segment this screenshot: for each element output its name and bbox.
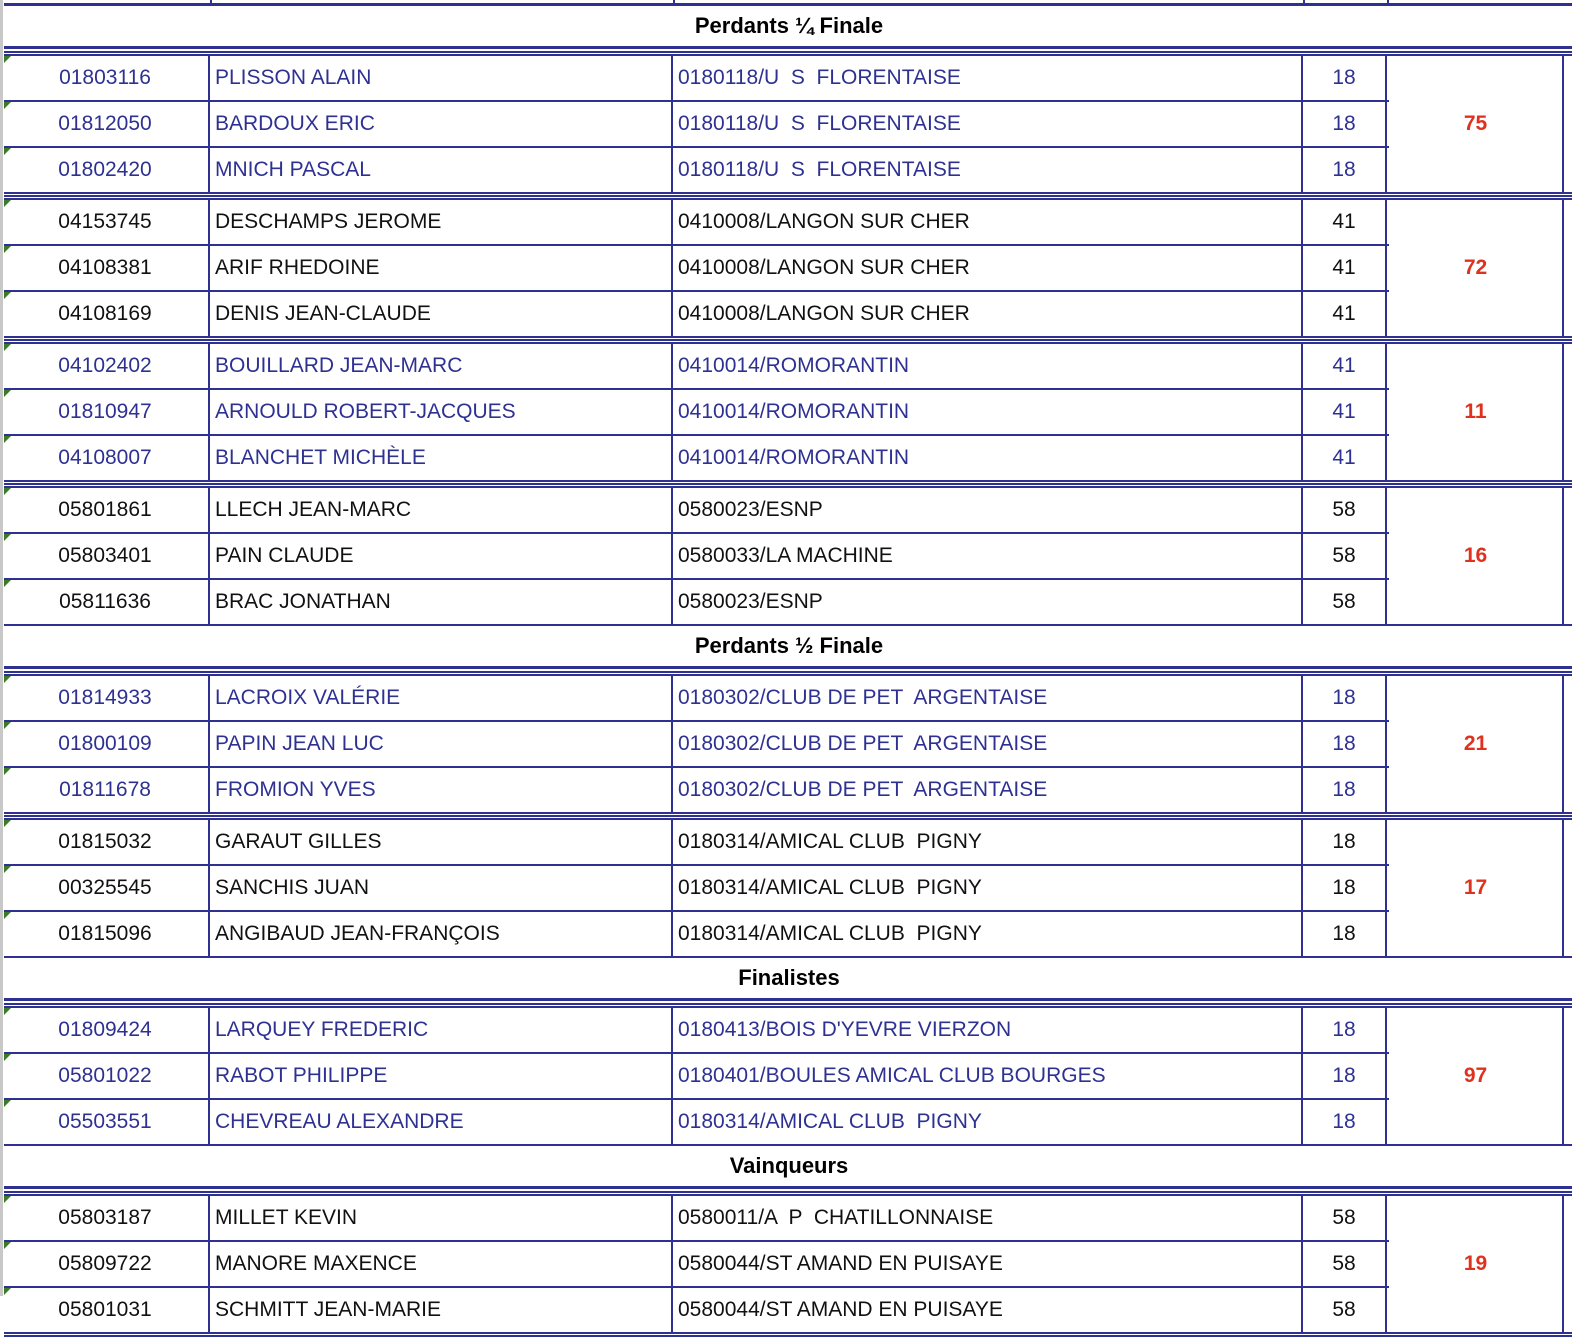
licence-cell[interactable]: 01809424 [4,1008,210,1052]
department-cell[interactable]: 41 [1303,436,1387,480]
department-cell[interactable]: 41 [1303,200,1387,244]
cell-comment-marker-icon [4,246,11,253]
player-row[interactable] [4,1196,1389,1242]
section-title: Perdants ½ Finale [4,626,1572,669]
player-name-cell[interactable]: DENIS JEAN-CLAUDE [210,292,673,336]
player-row[interactable] [4,200,1389,246]
department-cell[interactable]: 18 [1303,912,1387,956]
team-players [4,676,1389,812]
licence-cell[interactable]: 04102402 [4,344,210,388]
cell-comment-marker-icon [4,148,11,155]
player-name-cell[interactable]: LLECH JEAN-MARC [210,488,673,532]
team-block [4,674,1572,814]
cell-comment-marker-icon [4,912,11,919]
player-row[interactable] [4,676,1389,722]
club-cell[interactable]: 0580011/A P CHATILLONNAISE [673,1196,1303,1240]
club-cell[interactable]: 0180302/CLUB DE PET ARGENTAISE [673,722,1303,766]
player-row[interactable] [4,820,1389,866]
department-cell[interactable]: 58 [1303,1288,1387,1332]
cell-comment-marker-icon [4,292,11,299]
club-cell[interactable]: 0180118/U S FLORENTAISE [673,56,1303,100]
department-cell[interactable]: 18 [1303,820,1387,864]
cell-comment-marker-icon [4,768,11,775]
club-cell[interactable]: 0410014/ROMORANTIN [673,344,1303,388]
licence-cell[interactable]: 05801022 [4,1054,210,1098]
team-score-cell[interactable]: 21 [1389,676,1564,812]
player-row[interactable] [4,1242,1389,1288]
licence-cell[interactable]: 01815032 [4,820,210,864]
results-section [4,6,1572,626]
sheet-left-edge [0,0,3,1296]
cell-comment-marker-icon [4,436,11,443]
club-cell[interactable]: 0180314/AMICAL CLUB PIGNY [673,820,1303,864]
results-sheet [4,0,1572,1334]
cell-comment-marker-icon [4,534,11,541]
team-score-cell[interactable]: 75 [1389,56,1564,192]
licence-cell[interactable]: 01812050 [4,102,210,146]
player-row[interactable] [4,56,1389,102]
department-cell[interactable]: 18 [1303,148,1387,192]
player-name-cell[interactable]: SCHMITT JEAN-MARIE [210,1288,673,1332]
cell-comment-marker-icon [4,488,11,495]
cell-comment-marker-icon [4,1100,11,1107]
cell-comment-marker-icon [4,1008,11,1015]
player-name-cell[interactable]: LARQUEY FREDERIC [210,1008,673,1052]
results-section [4,626,1572,958]
department-cell[interactable]: 41 [1303,246,1387,290]
licence-cell[interactable]: 05803401 [4,534,210,578]
player-name-cell[interactable]: MILLET KEVIN [210,1196,673,1240]
team-score-cell[interactable]: 16 [1389,488,1564,624]
club-cell[interactable]: 0180314/AMICAL CLUB PIGNY [673,866,1303,910]
department-cell[interactable]: 58 [1303,1196,1387,1240]
cell-comment-marker-icon [4,580,11,587]
player-name-cell[interactable]: MNICH PASCAL [210,148,673,192]
team-players [4,820,1389,956]
player-name-cell[interactable]: PAPIN JEAN LUC [210,722,673,766]
cell-comment-marker-icon [4,866,11,873]
licence-cell[interactable]: 05503551 [4,1100,210,1144]
licence-cell[interactable]: 04108007 [4,436,210,480]
department-cell[interactable]: 18 [1303,56,1387,100]
team-block [4,486,1572,626]
cell-comment-marker-icon [4,676,11,683]
results-section [4,1146,1572,1334]
player-name-cell[interactable]: GARAUT GILLES [210,820,673,864]
team-players [4,488,1389,624]
club-cell[interactable]: 0180118/U S FLORENTAISE [673,148,1303,192]
player-row[interactable] [4,866,1389,912]
department-cell[interactable]: 58 [1303,1242,1387,1286]
department-cell[interactable]: 18 [1303,768,1387,812]
player-row[interactable] [4,436,1389,480]
team-block [4,198,1572,338]
club-cell[interactable]: 0410014/ROMORANTIN [673,390,1303,434]
licence-cell[interactable]: 01814933 [4,676,210,720]
department-cell[interactable]: 18 [1303,1054,1387,1098]
team-block [4,1194,1572,1334]
cell-comment-marker-icon [4,1242,11,1249]
licence-cell[interactable]: 04108381 [4,246,210,290]
player-name-cell[interactable]: ARNOULD ROBERT-JACQUES [210,390,673,434]
player-row[interactable] [4,768,1389,812]
club-cell[interactable]: 0180413/BOIS D'YEVRE VIERZON [673,1008,1303,1052]
club-cell[interactable]: 0180302/CLUB DE PET ARGENTAISE [673,768,1303,812]
cell-comment-marker-icon [4,200,11,207]
team-score-cell[interactable]: 17 [1389,820,1564,956]
player-row[interactable] [4,390,1389,436]
department-cell[interactable]: 18 [1303,676,1387,720]
section-title: Vainqueurs [4,1146,1572,1189]
team-players [4,200,1389,336]
player-name-cell[interactable]: CHEVREAU ALEXANDRE [210,1100,673,1144]
player-row[interactable] [4,488,1389,534]
department-cell[interactable]: 41 [1303,390,1387,434]
player-name-cell[interactable]: LACROIX VALÉRIE [210,676,673,720]
team-players [4,344,1389,480]
licence-cell[interactable]: 04108169 [4,292,210,336]
team-players [4,1008,1389,1144]
player-name-cell[interactable]: DESCHAMPS JEROME [210,200,673,244]
department-cell[interactable]: 18 [1303,866,1387,910]
player-name-cell[interactable]: SANCHIS JUAN [210,866,673,910]
section-title: Finalistes [4,958,1572,1001]
player-row[interactable] [4,580,1389,624]
club-cell[interactable]: 0180314/AMICAL CLUB PIGNY [673,1100,1303,1144]
department-cell[interactable]: 58 [1303,580,1387,624]
player-row[interactable] [4,1054,1389,1100]
player-name-cell[interactable]: PAIN CLAUDE [210,534,673,578]
department-cell[interactable]: 41 [1303,292,1387,336]
licence-cell[interactable]: 00325545 [4,866,210,910]
cell-comment-marker-icon [4,722,11,729]
team-score-cell[interactable]: 11 [1389,344,1564,480]
licence-cell[interactable]: 01811678 [4,768,210,812]
club-cell[interactable]: 0410014/ROMORANTIN [673,436,1303,480]
licence-cell[interactable]: 05801031 [4,1288,210,1332]
team-block [4,1006,1572,1146]
player-row[interactable] [4,292,1389,336]
licence-cell[interactable]: 05803187 [4,1196,210,1240]
team-block [4,818,1572,958]
licence-cell[interactable]: 01810947 [4,390,210,434]
club-cell[interactable]: 0410008/LANGON SUR CHER [673,246,1303,290]
results-section [4,958,1572,1146]
cell-comment-marker-icon [4,56,11,63]
player-row[interactable] [4,102,1389,148]
player-name-cell[interactable]: FROMION YVES [210,768,673,812]
club-cell[interactable]: 0580044/ST AMAND EN PUISAYE [673,1288,1303,1332]
department-cell[interactable]: 18 [1303,1008,1387,1052]
club-cell[interactable]: 0580023/ESNP [673,580,1303,624]
cell-comment-marker-icon [4,390,11,397]
cell-comment-marker-icon [4,1288,11,1295]
cell-comment-marker-icon [4,1054,11,1061]
player-row[interactable] [4,344,1389,390]
player-name-cell[interactable]: PLISSON ALAIN [210,56,673,100]
player-row[interactable] [4,1288,1389,1332]
team-score-cell[interactable]: 19 [1389,1196,1564,1332]
licence-cell[interactable]: 05811636 [4,580,210,624]
player-row[interactable] [4,1008,1389,1054]
player-row[interactable] [4,1100,1389,1144]
player-row[interactable] [4,534,1389,580]
player-row[interactable] [4,912,1389,956]
department-cell[interactable]: 58 [1303,534,1387,578]
player-name-cell[interactable]: BLANCHET MICHÈLE [210,436,673,480]
cell-comment-marker-icon [4,102,11,109]
club-cell[interactable]: 0580044/ST AMAND EN PUISAYE [673,1242,1303,1286]
team-block [4,342,1572,482]
cell-comment-marker-icon [4,820,11,827]
club-cell[interactable]: 0580023/ESNP [673,488,1303,532]
cell-comment-marker-icon [4,1196,11,1203]
player-name-cell[interactable]: BRAC JONATHAN [210,580,673,624]
department-cell[interactable]: 41 [1303,344,1387,388]
club-cell[interactable]: 0180118/U S FLORENTAISE [673,102,1303,146]
player-name-cell[interactable]: ANGIBAUD JEAN-FRANÇOIS [210,912,673,956]
club-cell[interactable]: 0580033/LA MACHINE [673,534,1303,578]
player-name-cell[interactable]: RABOT PHILIPPE [210,1054,673,1098]
licence-cell[interactable]: 05809722 [4,1242,210,1286]
team-players [4,1196,1389,1332]
player-row[interactable] [4,722,1389,768]
player-name-cell[interactable]: BARDOUX ERIC [210,102,673,146]
licence-cell[interactable]: 01815096 [4,912,210,956]
club-cell[interactable]: 0180302/CLUB DE PET ARGENTAISE [673,676,1303,720]
player-row[interactable] [4,148,1389,192]
player-name-cell[interactable]: MANORE MAXENCE [210,1242,673,1286]
player-row[interactable] [4,246,1389,292]
department-cell[interactable]: 18 [1303,722,1387,766]
department-cell[interactable]: 18 [1303,102,1387,146]
club-cell[interactable]: 0410008/LANGON SUR CHER [673,292,1303,336]
team-block [4,54,1572,194]
licence-cell[interactable]: 01802420 [4,148,210,192]
licence-cell[interactable]: 01803116 [4,56,210,100]
team-score-cell[interactable]: 72 [1389,200,1564,336]
club-cell[interactable]: 0180401/BOULES AMICAL CLUB BOURGES [673,1054,1303,1098]
player-name-cell[interactable]: BOUILLARD JEAN-MARC [210,344,673,388]
player-name-cell[interactable]: ARIF RHEDOINE [210,246,673,290]
team-players [4,56,1389,192]
licence-cell[interactable]: 01800109 [4,722,210,766]
department-cell[interactable]: 58 [1303,488,1387,532]
sections-container [4,6,1572,1334]
licence-cell[interactable]: 04153745 [4,200,210,244]
club-cell[interactable]: 0180314/AMICAL CLUB PIGNY [673,912,1303,956]
cell-comment-marker-icon [4,344,11,351]
team-score-cell[interactable]: 97 [1389,1008,1564,1144]
department-cell[interactable]: 18 [1303,1100,1387,1144]
club-cell[interactable]: 0410008/LANGON SUR CHER [673,200,1303,244]
licence-cell[interactable]: 05801861 [4,488,210,532]
section-title: Perdants ¼ Finale [4,6,1572,49]
